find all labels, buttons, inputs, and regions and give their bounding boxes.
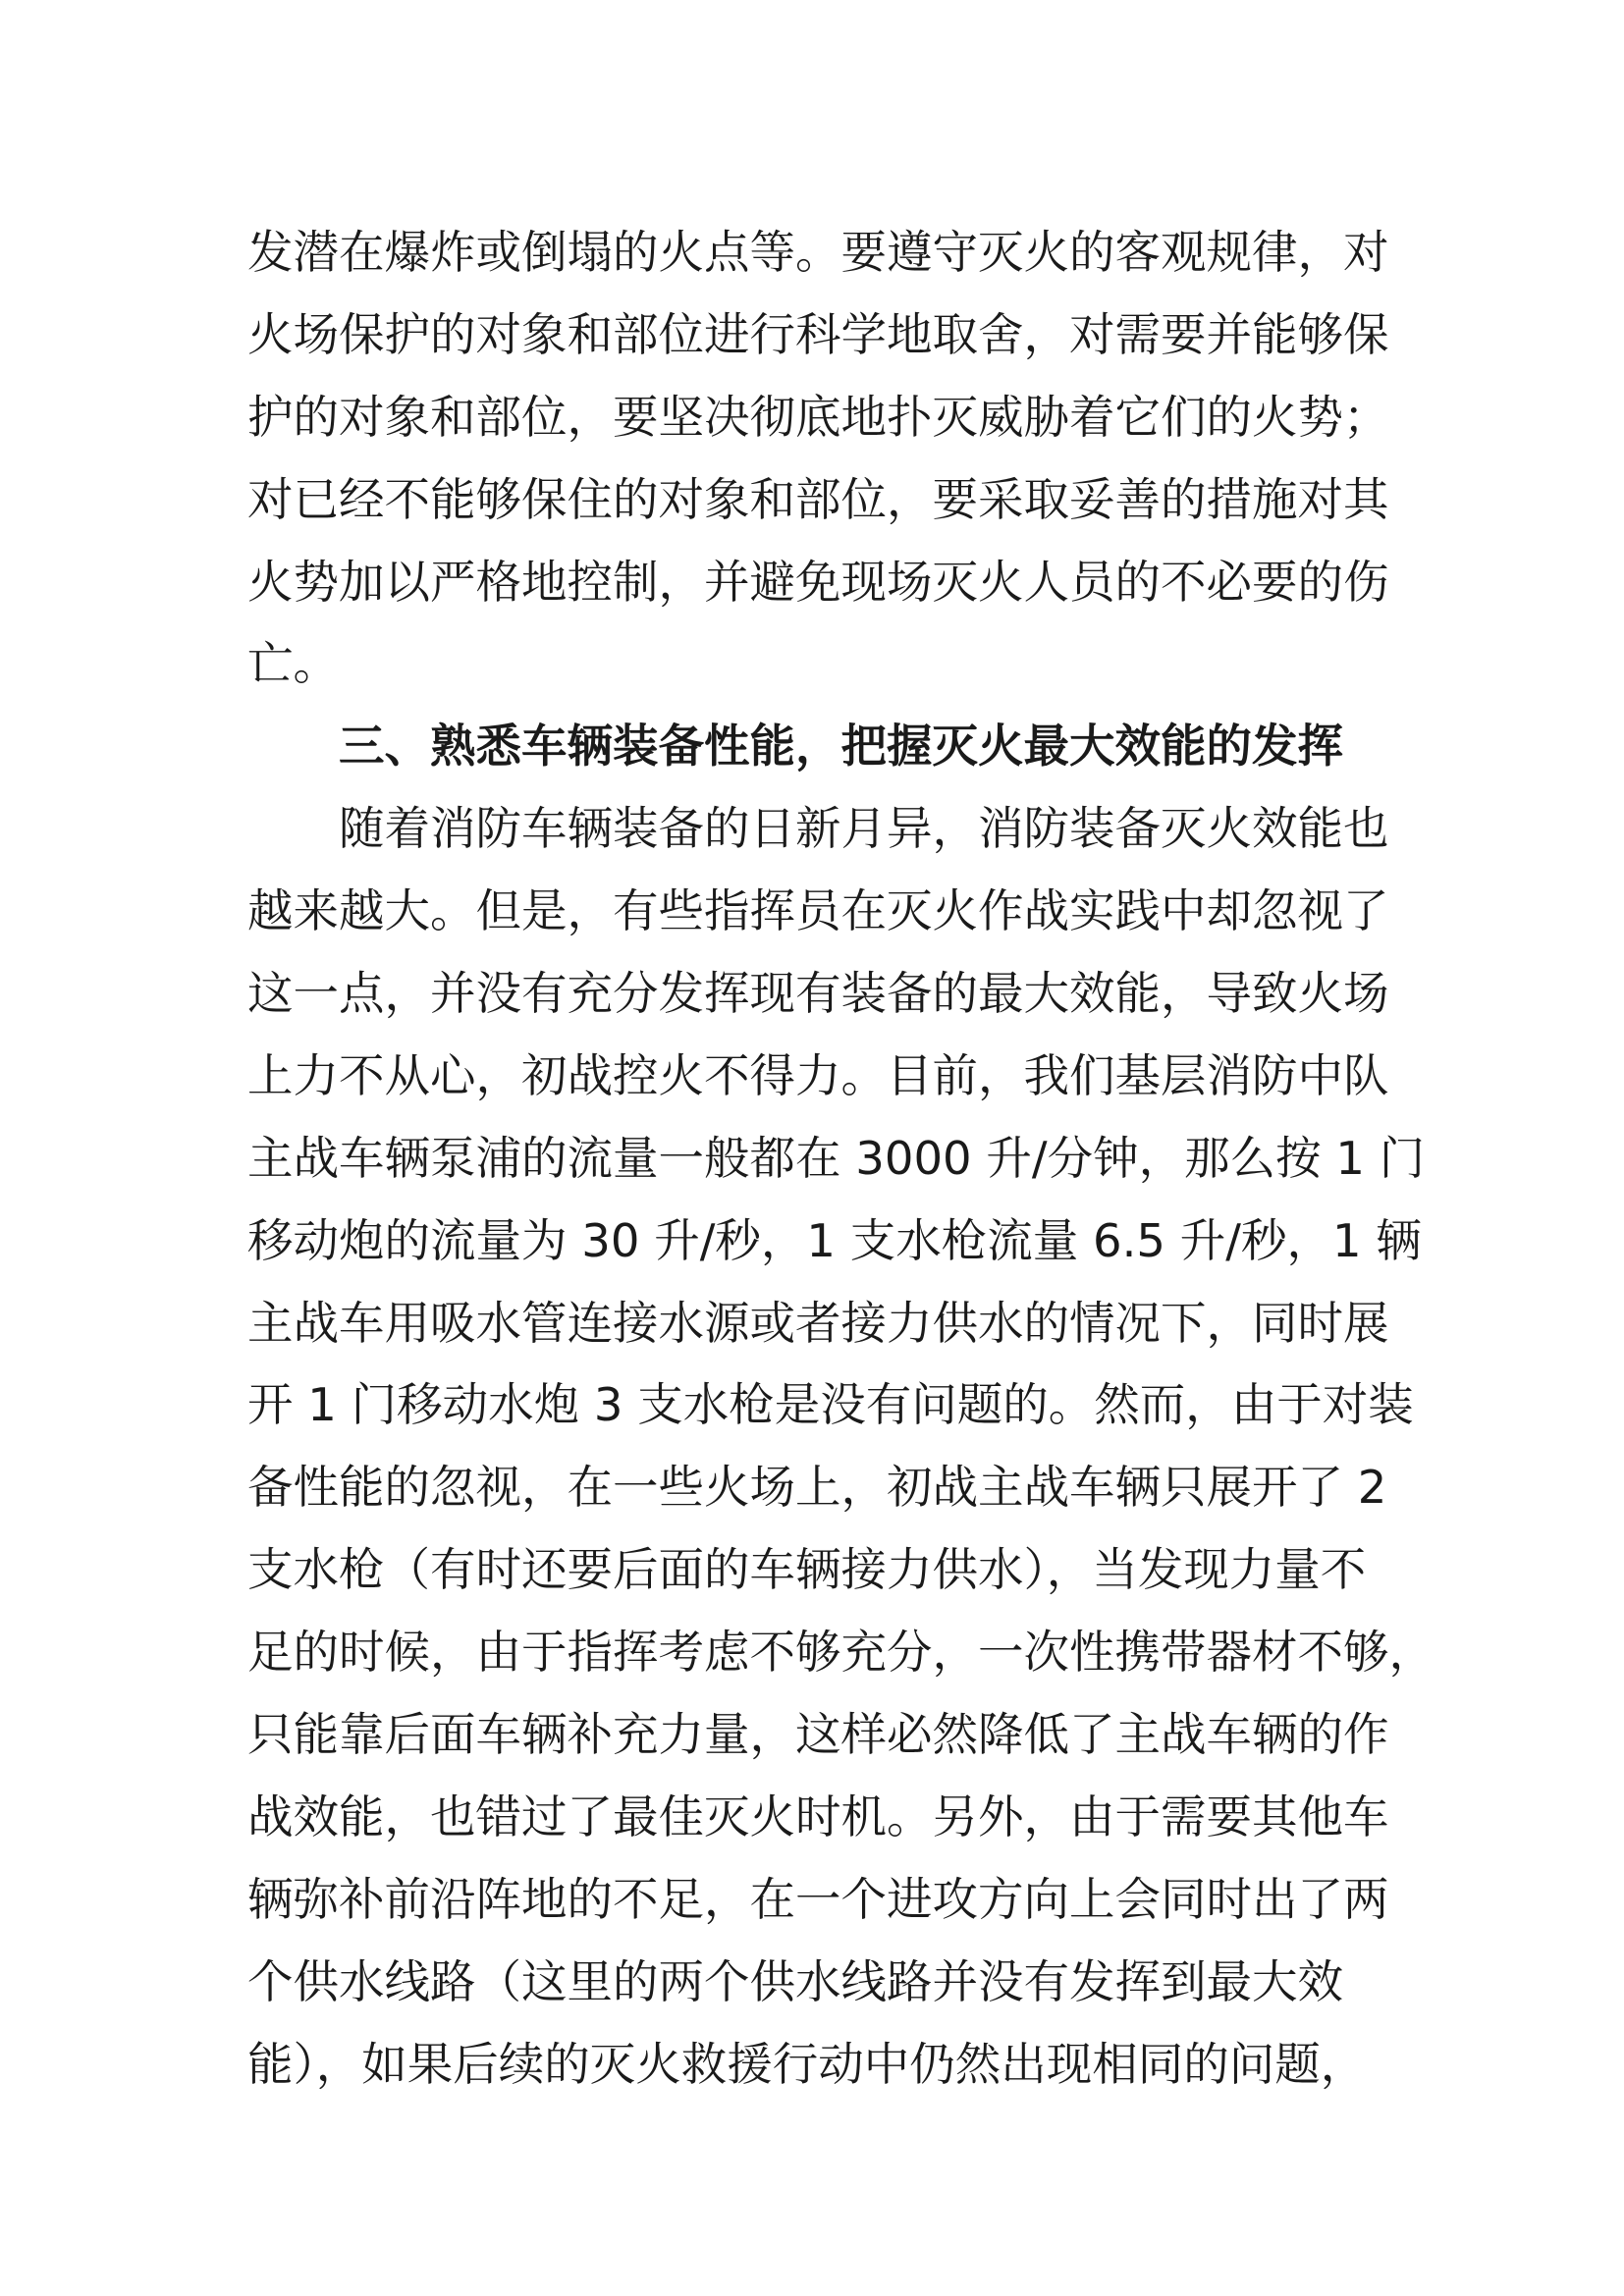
text-line: 这一点，并没有充分发挥现有装备的最大效能，导致火场 — [247, 967, 1389, 1021]
text-line: 对已经不能够保住的对象和部位，要采取妥善的措施对其 — [247, 472, 1389, 526]
text-line: 开 1 门移动水炮 3 支水枪是没有问题的。然而，由于对装 — [247, 1378, 1414, 1432]
text-line: 战效能，也错过了最佳灭火时机。另外，由于需要其他车 — [247, 1789, 1389, 1843]
text-line: 足的时候，由于指挥考虑不够充分，一次性携带器材不够， — [247, 1626, 1435, 1680]
text-line: 上力不从心，初战控火不得力。目前，我们基层消防中队 — [247, 1048, 1389, 1102]
text-line: 能），如果后续的灭火救援行动中仍然出现相同的问题， — [247, 2037, 1367, 2091]
text-line: 主战车用吸水管连接水源或者接力供水的情况下，同时展 — [247, 1296, 1389, 1350]
text-line: 随着消防车辆装备的日新月异，消防装备灭火效能也 — [339, 802, 1389, 856]
paragraph-2 — [247, 788, 1435, 2106]
text-line: 只能靠后面车辆补充力量，这样必然降低了主战车辆的作 — [247, 1708, 1389, 1762]
text-line: 主战车辆泵浦的流量一般都在 3000 升/分钟，那么按 1 门 — [247, 1131, 1426, 1185]
text-line: 越来越大。但是，有些指挥员在灭火作战实践中却忽视了 — [247, 884, 1389, 938]
text-line: 护的对象和部位，要坚决彻底地扑灭威胁着它们的火势； — [247, 390, 1389, 444]
text-line: 辆弥补前沿阵地的不足，在一个进攻方向上会同时出了两 — [247, 1872, 1389, 1926]
text-line: 移动炮的流量为 30 升/秒，1 支水枪流量 6.5 升/秒，1 辆 — [247, 1213, 1422, 1267]
section-heading: 三、熟悉车辆装备性能，把握灭火最大效能的发挥 — [339, 720, 1343, 774]
text-line: 火势加以严格地控制，并避免现场灭火人员的不必要的伤 — [247, 555, 1389, 609]
text-line: 个供水线路（这里的两个供水线路并没有发挥到最大效 — [247, 1954, 1343, 2008]
paragraph-1 — [247, 212, 1389, 706]
text-line: 发潜在爆炸或倒塌的火点等。要遵守灭火的客观规律，对 — [247, 226, 1389, 279]
text-line: 支水枪（有时还要后面的车辆接力供水），当发现力量不 — [247, 1543, 1367, 1597]
text-line: 备性能的忽视，在一些火场上，初战主战车辆只展开了 2 — [247, 1461, 1387, 1515]
text-line: 亡。 — [247, 637, 339, 691]
document-page — [247, 212, 1435, 2106]
text-line: 火场保护的对象和部位进行科学地取舍，对需要并能够保 — [247, 307, 1389, 361]
